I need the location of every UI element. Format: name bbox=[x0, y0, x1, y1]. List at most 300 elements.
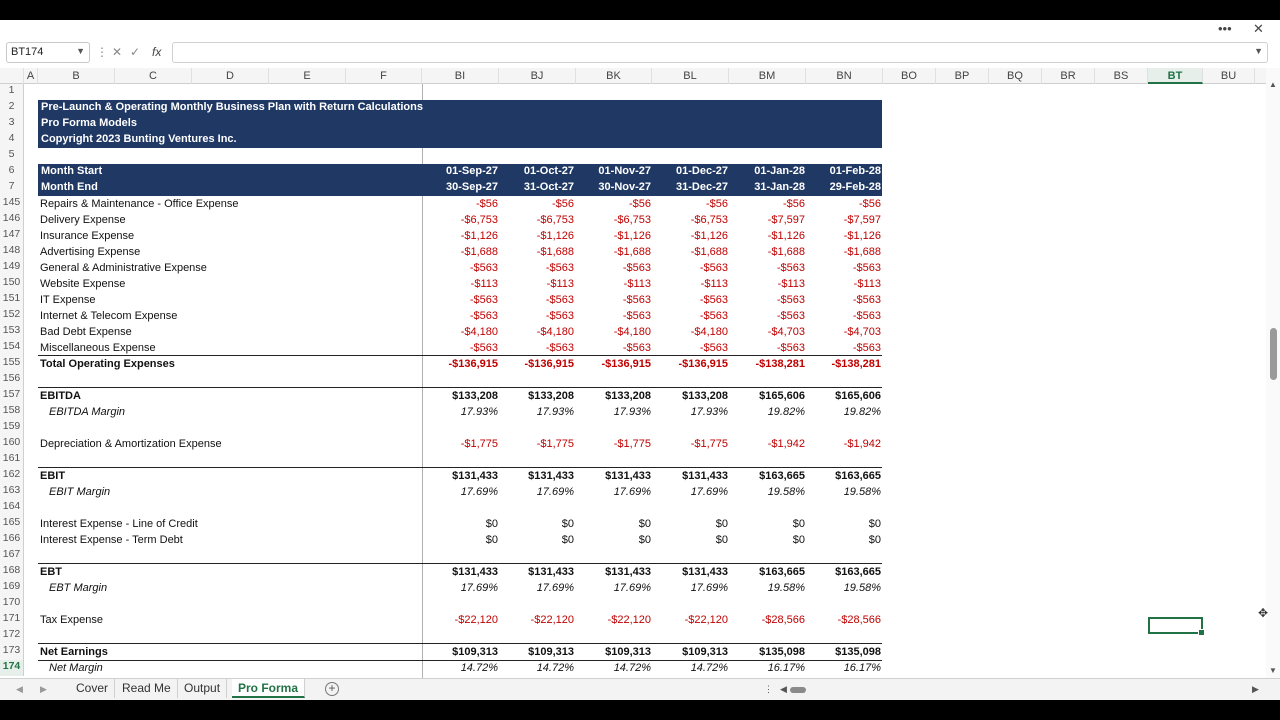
value-cell: -$563 bbox=[469, 294, 498, 306]
cancel-icon[interactable]: ✕ bbox=[112, 45, 123, 59]
value-cell: -$113 bbox=[546, 278, 574, 290]
table-row bbox=[0, 260, 1266, 276]
value-cell: 17.69% bbox=[613, 582, 651, 594]
table-row bbox=[0, 628, 1266, 644]
row-label: Repairs & Maintenance - Office Expense bbox=[40, 198, 239, 210]
value-cell: $163,665 bbox=[835, 470, 881, 482]
value-cell: -$6,753 bbox=[613, 214, 651, 226]
month-end-date: 31-Jan-28 bbox=[754, 181, 805, 193]
value-cell: 17.69% bbox=[536, 486, 574, 498]
row-header-6[interactable]: 6 bbox=[0, 164, 24, 180]
value-cell: 19.58% bbox=[767, 582, 805, 594]
value-cell: $109,313 bbox=[605, 646, 651, 658]
table-row bbox=[0, 548, 1266, 564]
table-row bbox=[0, 372, 1266, 388]
row-header-146[interactable]: 146 bbox=[0, 212, 24, 228]
column-header-bu[interactable]: BU bbox=[1203, 68, 1255, 84]
table-row bbox=[0, 468, 1266, 484]
month-end-date: 31-Oct-27 bbox=[523, 181, 574, 193]
row-header-149[interactable]: 149 bbox=[0, 260, 24, 276]
table-row bbox=[0, 612, 1266, 628]
row-label: Internet & Telecom Expense bbox=[40, 310, 178, 322]
value-cell: 19.58% bbox=[843, 486, 881, 498]
month-start-date: 01-Feb-28 bbox=[829, 165, 881, 177]
month-start-label: Month Start bbox=[41, 165, 103, 177]
value-cell: -$1,688 bbox=[843, 246, 881, 258]
value-cell: $131,433 bbox=[682, 470, 728, 482]
value-cell: -$1,126 bbox=[690, 230, 728, 242]
row-header-160[interactable]: 160 bbox=[0, 436, 24, 452]
row-header-171[interactable]: 171 bbox=[0, 612, 24, 628]
row-label: Website Expense bbox=[40, 278, 126, 290]
value-cell: -$6,753 bbox=[460, 214, 498, 226]
value-cell: -$1,126 bbox=[613, 230, 651, 242]
value-cell: -$563 bbox=[622, 342, 651, 354]
row-header-152[interactable]: 152 bbox=[0, 308, 24, 324]
value-cell: $133,208 bbox=[682, 390, 728, 402]
value-cell: $0 bbox=[868, 518, 881, 530]
value-cell: -$563 bbox=[622, 294, 651, 306]
value-cell: -$28,566 bbox=[761, 614, 805, 626]
row-label: EBIT Margin bbox=[49, 486, 111, 498]
column-header-a[interactable]: A bbox=[24, 68, 38, 84]
value-cell: -$56 bbox=[628, 198, 651, 210]
month-end-label: Month End bbox=[41, 181, 98, 193]
value-cell: -$1,942 bbox=[767, 438, 805, 450]
title-band bbox=[38, 100, 882, 148]
value-cell: $131,433 bbox=[605, 566, 651, 578]
row-header-172[interactable]: 172 bbox=[0, 628, 24, 644]
value-cell: 17.93% bbox=[613, 406, 651, 418]
row-header-158[interactable]: 158 bbox=[0, 404, 24, 420]
row-header-173[interactable]: 173 bbox=[0, 644, 24, 660]
value-cell: 17.93% bbox=[460, 406, 498, 418]
row-header-148[interactable]: 148 bbox=[0, 244, 24, 260]
row-label: Interest Expense - Term Debt bbox=[40, 534, 183, 546]
row-border bbox=[38, 387, 882, 388]
value-cell: $109,313 bbox=[682, 646, 728, 658]
value-cell: -$7,597 bbox=[767, 214, 805, 226]
month-header-band bbox=[38, 164, 882, 196]
value-cell: $131,433 bbox=[528, 470, 574, 482]
value-cell: 17.93% bbox=[690, 406, 728, 418]
row-header-161[interactable]: 161 bbox=[0, 452, 24, 468]
row-label: Total Operating Expenses bbox=[40, 358, 175, 370]
row-label: IT Expense bbox=[40, 294, 96, 306]
table-row bbox=[0, 420, 1266, 436]
value-cell: 17.69% bbox=[460, 582, 498, 594]
value-cell: -$136,915 bbox=[601, 358, 651, 370]
value-cell: -$563 bbox=[545, 342, 574, 354]
value-cell: -$563 bbox=[776, 342, 805, 354]
table-row bbox=[0, 436, 1266, 452]
value-cell: $0 bbox=[715, 534, 728, 546]
row-header-155[interactable]: 155 bbox=[0, 356, 24, 372]
month-start-date: 01-Sep-27 bbox=[446, 165, 498, 177]
value-cell: 17.69% bbox=[536, 582, 574, 594]
value-cell: -$4,703 bbox=[843, 326, 881, 338]
title-line: Pro Forma Models bbox=[41, 117, 137, 129]
row-label: Net Margin bbox=[49, 662, 103, 674]
value-cell: 17.69% bbox=[613, 486, 651, 498]
horizontal-scroll-thumb[interactable] bbox=[790, 687, 806, 693]
move-cursor-icon: ✥ bbox=[1258, 606, 1269, 620]
value-cell: $133,208 bbox=[452, 390, 498, 402]
add-sheet-button[interactable]: + bbox=[325, 682, 339, 696]
column-header-b[interactable]: B bbox=[38, 68, 115, 84]
table-row bbox=[0, 580, 1266, 596]
row-label: EBT Margin bbox=[49, 582, 108, 594]
row-label: General & Administrative Expense bbox=[40, 262, 207, 274]
column-header-bm[interactable]: BM bbox=[729, 68, 806, 84]
table-row bbox=[0, 484, 1266, 500]
row-header-145[interactable]: 145 bbox=[0, 196, 24, 212]
value-cell: -$56 bbox=[551, 198, 574, 210]
value-cell: -$56 bbox=[705, 198, 728, 210]
month-start-date: 01-Dec-27 bbox=[676, 165, 728, 177]
value-cell: -$1,775 bbox=[536, 438, 574, 450]
value-cell: 17.69% bbox=[690, 486, 728, 498]
value-cell: $0 bbox=[792, 534, 805, 546]
row-header-5[interactable]: 5 bbox=[0, 148, 24, 164]
table-row bbox=[0, 356, 1266, 372]
table-row bbox=[0, 596, 1266, 612]
value-cell: -$563 bbox=[776, 310, 805, 322]
value-cell: -$1,775 bbox=[613, 438, 651, 450]
name-box[interactable] bbox=[6, 42, 90, 63]
name-box-value: BT174 bbox=[11, 46, 44, 58]
value-cell: $0 bbox=[485, 534, 498, 546]
value-cell: -$563 bbox=[776, 262, 805, 274]
vertical-scrollbar[interactable] bbox=[1266, 68, 1280, 678]
select-all-corner[interactable] bbox=[0, 68, 24, 84]
sheet-tab-bar bbox=[0, 678, 1280, 700]
row-label: EBITDA Margin bbox=[49, 406, 126, 418]
horizontal-scrollbar[interactable] bbox=[780, 685, 1260, 695]
value-cell: $163,665 bbox=[759, 470, 805, 482]
value-cell: -$563 bbox=[469, 342, 498, 354]
fx-icon[interactable]: fx bbox=[152, 45, 162, 59]
value-cell: -$563 bbox=[776, 294, 805, 306]
value-cell: -$563 bbox=[852, 342, 881, 354]
value-cell: 17.93% bbox=[536, 406, 574, 418]
table-row bbox=[0, 644, 1266, 660]
value-cell: -$4,180 bbox=[613, 326, 651, 338]
value-cell: -$138,281 bbox=[831, 358, 881, 370]
row-label: EBITDA bbox=[40, 390, 81, 402]
value-cell: $131,433 bbox=[452, 470, 498, 482]
value-cell: -$563 bbox=[545, 294, 574, 306]
row-header-166[interactable]: 166 bbox=[0, 532, 24, 548]
value-cell: $131,433 bbox=[528, 566, 574, 578]
scroll-up-icon[interactable]: ▲ bbox=[1269, 80, 1277, 89]
value-cell: 17.69% bbox=[690, 582, 728, 594]
title-line: Pre-Launch & Operating Monthly Business Plan with Return Calculations bbox=[41, 101, 423, 113]
formula-bar bbox=[0, 42, 1280, 64]
row-label: Advertising Expense bbox=[40, 246, 141, 258]
table-row bbox=[0, 500, 1266, 516]
value-cell: $135,098 bbox=[759, 646, 805, 658]
table-row bbox=[0, 564, 1266, 580]
value-cell: 19.82% bbox=[843, 406, 881, 418]
row-header-167[interactable]: 167 bbox=[0, 548, 24, 564]
value-cell: -$113 bbox=[700, 278, 728, 290]
value-cell: 17.69% bbox=[460, 486, 498, 498]
row-label: Net Earnings bbox=[40, 646, 108, 658]
tab-read-me[interactable]: Read Me bbox=[116, 679, 178, 698]
value-cell: -$4,180 bbox=[690, 326, 728, 338]
table-row bbox=[0, 516, 1266, 532]
table-row bbox=[0, 276, 1266, 292]
table-row bbox=[0, 340, 1266, 356]
column-header-c[interactable]: C bbox=[115, 68, 192, 84]
value-cell: -$136,915 bbox=[678, 358, 728, 370]
value-cell: $0 bbox=[485, 518, 498, 530]
spreadsheet-window bbox=[0, 20, 1280, 700]
value-cell: -$1,775 bbox=[460, 438, 498, 450]
value-cell: $131,433 bbox=[605, 470, 651, 482]
value-cell: $163,665 bbox=[759, 566, 805, 578]
column-header-bl[interactable]: BL bbox=[652, 68, 729, 84]
month-start-date: 01-Nov-27 bbox=[598, 165, 651, 177]
value-cell: 14.72% bbox=[460, 662, 498, 674]
value-cell: -$563 bbox=[469, 310, 498, 322]
vertical-scroll-thumb[interactable] bbox=[1270, 328, 1277, 380]
value-cell: -$6,753 bbox=[690, 214, 728, 226]
row-header-159[interactable]: 159 bbox=[0, 420, 24, 436]
month-end-date: 31-Dec-27 bbox=[676, 181, 728, 193]
value-cell: -$563 bbox=[545, 310, 574, 322]
value-cell: $165,606 bbox=[759, 390, 805, 402]
row-header-2[interactable]: 2 bbox=[0, 100, 24, 116]
value-cell: -$4,703 bbox=[767, 326, 805, 338]
chevron-down-icon[interactable]: ▼ bbox=[76, 46, 85, 56]
more-vertical-icon[interactable]: ⋮ bbox=[96, 45, 108, 59]
value-cell: -$563 bbox=[852, 310, 881, 322]
month-end-date: 30-Nov-27 bbox=[598, 181, 651, 193]
row-header-151[interactable]: 151 bbox=[0, 292, 24, 308]
row-header-174[interactable]: 174 bbox=[0, 660, 24, 676]
row-label: Miscellaneous Expense bbox=[40, 342, 156, 354]
value-cell: $0 bbox=[561, 534, 574, 546]
value-cell: -$136,915 bbox=[448, 358, 498, 370]
value-cell: -$6,753 bbox=[536, 214, 574, 226]
row-header-4[interactable]: 4 bbox=[0, 132, 24, 148]
formula-input[interactable] bbox=[172, 42, 1268, 63]
scroll-left-icon[interactable]: ◀ bbox=[780, 684, 787, 694]
value-cell: $0 bbox=[715, 518, 728, 530]
value-cell: $135,098 bbox=[835, 646, 881, 658]
column-header-bk[interactable]: BK bbox=[576, 68, 652, 84]
value-cell: 14.72% bbox=[613, 662, 651, 674]
month-end-date: 30-Sep-27 bbox=[446, 181, 498, 193]
column-header-bi[interactable]: BI bbox=[422, 68, 499, 84]
value-cell: -$1,688 bbox=[536, 246, 574, 258]
month-end-date: 29-Feb-28 bbox=[829, 181, 881, 193]
tab-next-icon[interactable]: ▶ bbox=[40, 684, 47, 694]
row-label: EBT bbox=[40, 566, 62, 578]
more-icon[interactable]: ••• bbox=[1218, 21, 1232, 36]
table-row bbox=[0, 228, 1266, 244]
value-cell: -$1,688 bbox=[613, 246, 651, 258]
value-cell: -$1,688 bbox=[690, 246, 728, 258]
row-header-3[interactable]: 3 bbox=[0, 116, 24, 132]
value-cell: $0 bbox=[868, 534, 881, 546]
scroll-right-icon[interactable]: ▶ bbox=[1252, 684, 1259, 694]
value-cell: -$563 bbox=[852, 294, 881, 306]
row-border bbox=[38, 467, 882, 468]
value-cell: 19.58% bbox=[767, 486, 805, 498]
row-header-165[interactable]: 165 bbox=[0, 516, 24, 532]
table-row bbox=[0, 196, 1266, 212]
tab-pro-forma[interactable]: Pro Forma bbox=[232, 679, 305, 698]
value-cell: 14.72% bbox=[536, 662, 574, 674]
title-line: Copyright 2023 Bunting Ventures Inc. bbox=[41, 133, 237, 145]
value-cell: -$1,942 bbox=[843, 438, 881, 450]
row-header-150[interactable]: 150 bbox=[0, 276, 24, 292]
column-header-bo[interactable]: BO bbox=[883, 68, 936, 84]
value-cell: -$22,120 bbox=[684, 614, 728, 626]
column-header-bs[interactable]: BS bbox=[1095, 68, 1148, 84]
value-cell: -$1,126 bbox=[536, 230, 574, 242]
row-border bbox=[38, 355, 882, 356]
tab-prev-icon[interactable]: ◀ bbox=[16, 684, 23, 694]
value-cell: -$563 bbox=[545, 262, 574, 274]
row-header-168[interactable]: 168 bbox=[0, 564, 24, 580]
table-row bbox=[0, 532, 1266, 548]
value-cell: -$563 bbox=[699, 262, 728, 274]
value-cell: -$22,120 bbox=[607, 614, 651, 626]
value-cell: -$7,597 bbox=[843, 214, 881, 226]
value-cell: -$1,775 bbox=[690, 438, 728, 450]
row-label: Bad Debt Expense bbox=[40, 326, 132, 338]
value-cell: -$563 bbox=[852, 262, 881, 274]
month-start-date: 01-Jan-28 bbox=[754, 165, 805, 177]
row-header-170[interactable]: 170 bbox=[0, 596, 24, 612]
column-header-e[interactable]: E bbox=[269, 68, 346, 84]
value-cell: -$1,688 bbox=[460, 246, 498, 258]
row-header-163[interactable]: 163 bbox=[0, 484, 24, 500]
value-cell: 19.58% bbox=[843, 582, 881, 594]
column-header-d[interactable]: D bbox=[192, 68, 269, 84]
value-cell: -$56 bbox=[782, 198, 805, 210]
value-cell: $163,665 bbox=[835, 566, 881, 578]
row-header-154[interactable]: 154 bbox=[0, 340, 24, 356]
value-cell: -$1,126 bbox=[767, 230, 805, 242]
row-label: EBIT bbox=[40, 470, 66, 482]
column-headers bbox=[0, 68, 1266, 84]
row-label: Depreciation & Amortization Expense bbox=[40, 438, 222, 450]
value-cell: -$138,281 bbox=[755, 358, 805, 370]
row-label: Delivery Expense bbox=[40, 214, 126, 226]
value-cell: $109,313 bbox=[528, 646, 574, 658]
value-cell: -$56 bbox=[858, 198, 881, 210]
value-cell: $0 bbox=[561, 518, 574, 530]
column-header-bn[interactable]: BN bbox=[806, 68, 883, 84]
sheet-grid[interactable] bbox=[0, 84, 1269, 678]
value-cell: -$1,126 bbox=[843, 230, 881, 242]
column-header-bj[interactable]: BJ bbox=[499, 68, 576, 84]
value-cell: -$113 bbox=[470, 278, 498, 290]
value-cell: -$4,180 bbox=[460, 326, 498, 338]
value-cell: -$563 bbox=[699, 342, 728, 354]
table-row bbox=[0, 244, 1266, 260]
close-icon[interactable]: ✕ bbox=[1253, 21, 1264, 36]
value-cell: -$1,688 bbox=[767, 246, 805, 258]
value-cell: $131,433 bbox=[452, 566, 498, 578]
row-header-156[interactable]: 156 bbox=[0, 372, 24, 388]
selected-cell[interactable] bbox=[1148, 617, 1203, 634]
value-cell: 19.82% bbox=[767, 406, 805, 418]
more-vertical-icon[interactable]: ⋮ bbox=[764, 684, 773, 694]
column-header-bq[interactable]: BQ bbox=[989, 68, 1042, 84]
row-border bbox=[38, 563, 882, 564]
value-cell: $0 bbox=[638, 518, 651, 530]
confirm-icon[interactable]: ✓ bbox=[130, 45, 141, 59]
tab-output[interactable]: Output bbox=[178, 679, 227, 698]
value-cell: -$563 bbox=[699, 294, 728, 306]
value-cell: 16.17% bbox=[767, 662, 805, 674]
value-cell: $131,433 bbox=[682, 566, 728, 578]
tab-cover[interactable]: Cover bbox=[70, 679, 115, 698]
column-header-f[interactable]: F bbox=[346, 68, 422, 84]
row-border bbox=[38, 643, 882, 644]
table-row bbox=[0, 212, 1266, 228]
value-cell: 14.72% bbox=[690, 662, 728, 674]
chevron-down-icon[interactable]: ▼ bbox=[1254, 46, 1263, 56]
month-start-date: 01-Oct-27 bbox=[523, 165, 574, 177]
value-cell: -$28,566 bbox=[837, 614, 881, 626]
value-cell: -$4,180 bbox=[536, 326, 574, 338]
table-row bbox=[0, 452, 1266, 468]
value-cell: -$22,120 bbox=[530, 614, 574, 626]
row-label: Tax Expense bbox=[40, 614, 103, 626]
value-cell: -$113 bbox=[777, 278, 805, 290]
row-header-162[interactable]: 162 bbox=[0, 468, 24, 484]
value-cell: $0 bbox=[638, 534, 651, 546]
value-cell: -$563 bbox=[622, 262, 651, 274]
value-cell: -$22,120 bbox=[454, 614, 498, 626]
table-row bbox=[0, 660, 1266, 676]
row-header-1[interactable]: 1 bbox=[0, 84, 24, 100]
row-header-164[interactable]: 164 bbox=[0, 500, 24, 516]
value-cell: $109,313 bbox=[452, 646, 498, 658]
value-cell: -$136,915 bbox=[524, 358, 574, 370]
value-cell: -$56 bbox=[475, 198, 498, 210]
value-cell: -$113 bbox=[623, 278, 651, 290]
table-row bbox=[0, 292, 1266, 308]
value-cell: -$1,126 bbox=[460, 230, 498, 242]
table-row bbox=[0, 404, 1266, 420]
row-header-169[interactable]: 169 bbox=[0, 580, 24, 596]
table-row bbox=[0, 388, 1266, 404]
row-header-147[interactable]: 147 bbox=[0, 228, 24, 244]
column-header-br[interactable]: BR bbox=[1042, 68, 1095, 84]
column-header-bp[interactable]: BP bbox=[936, 68, 989, 84]
value-cell: -$563 bbox=[699, 310, 728, 322]
value-cell: -$113 bbox=[853, 278, 881, 290]
row-header-7[interactable]: 7 bbox=[0, 180, 24, 196]
table-row bbox=[0, 324, 1266, 340]
row-label: Insurance Expense bbox=[40, 230, 135, 242]
row-header-157[interactable]: 157 bbox=[0, 388, 24, 404]
row-header-153[interactable]: 153 bbox=[0, 324, 24, 340]
value-cell: 16.17% bbox=[843, 662, 881, 674]
table-row bbox=[0, 308, 1266, 324]
row-label: Interest Expense - Line of Credit bbox=[40, 518, 198, 530]
column-header-bt[interactable]: BT bbox=[1148, 68, 1203, 84]
scroll-down-icon[interactable]: ▼ bbox=[1269, 666, 1277, 675]
